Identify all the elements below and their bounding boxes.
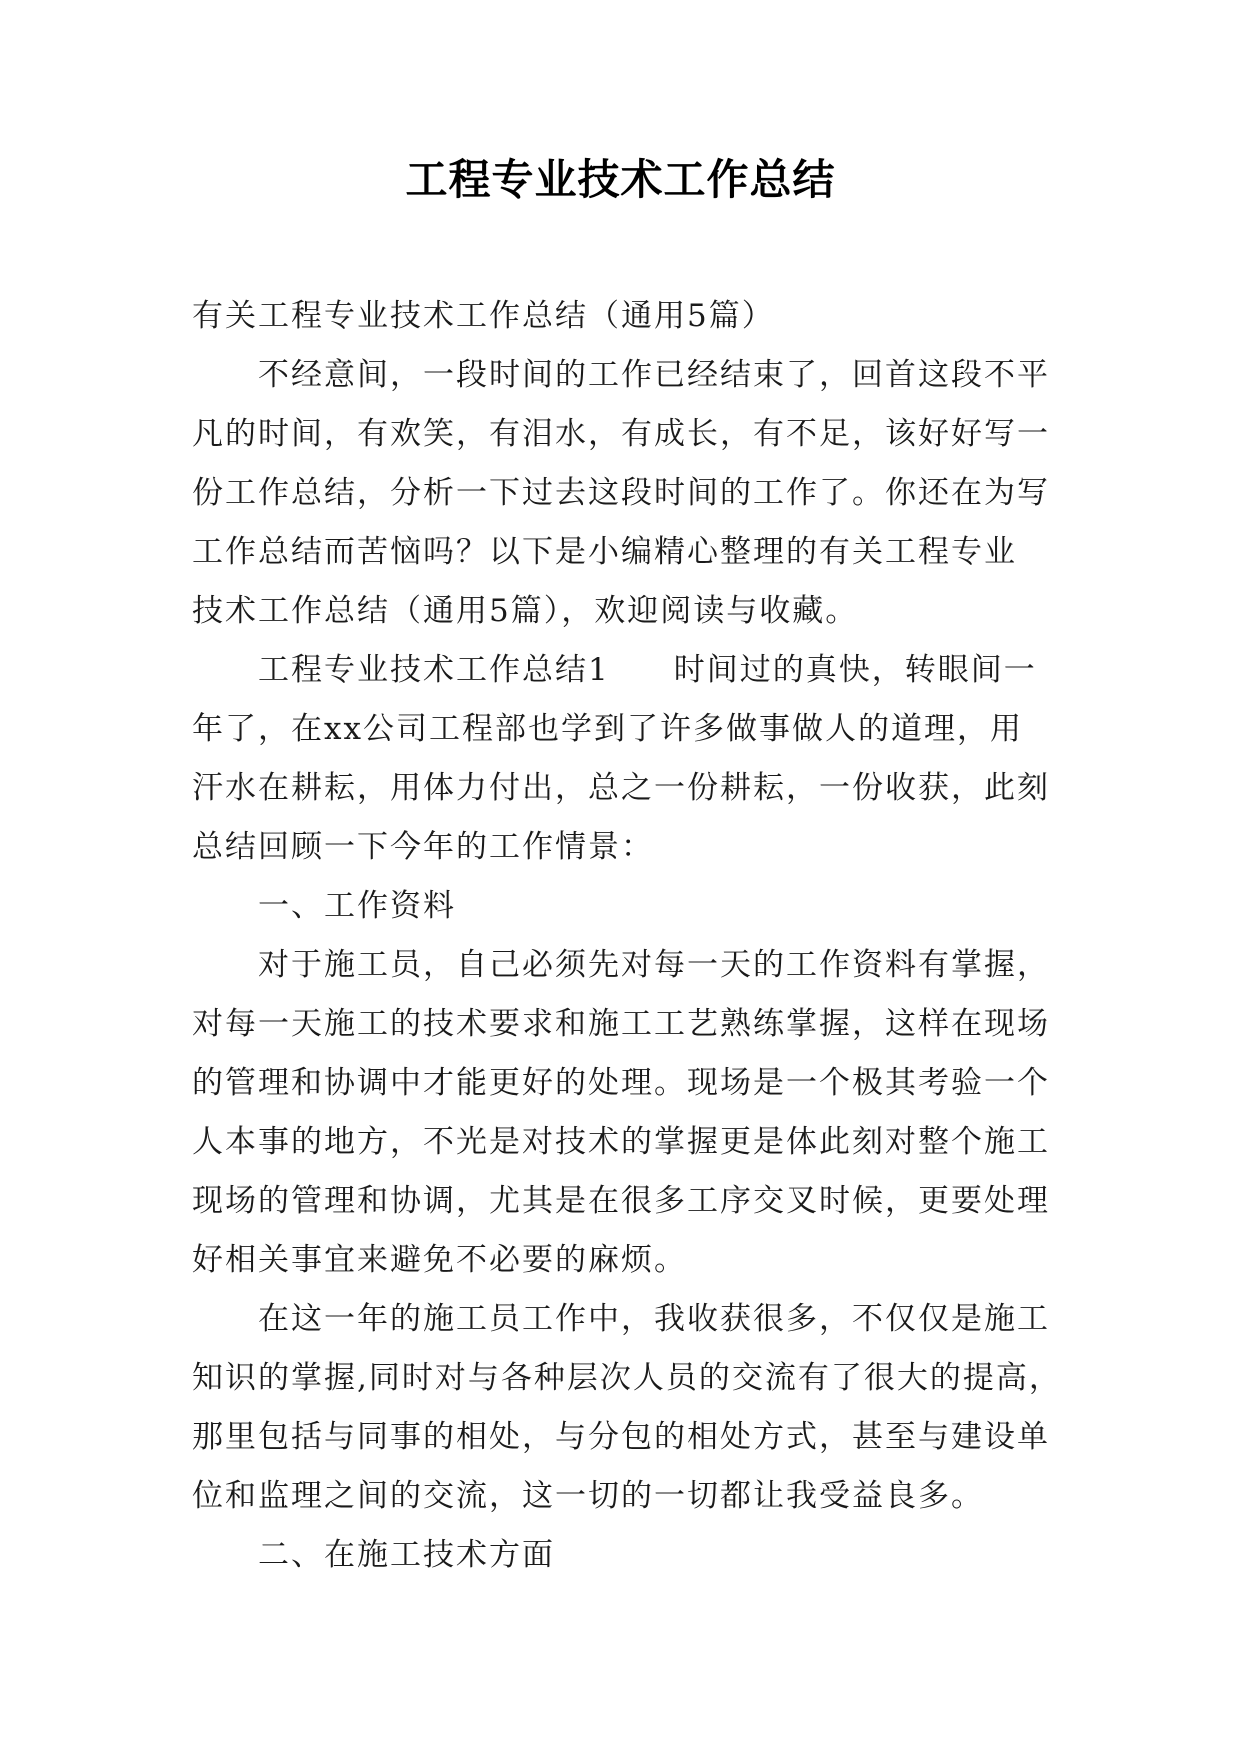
- text-line: 那里包括与同事的相处，与分包的相处方式，甚至与建设单: [192, 1419, 1050, 1455]
- text-line: 二、在施工技术方面: [258, 1537, 555, 1573]
- text-line: 年了，在xx公司工程部也学到了许多做事做人的道理，用: [192, 711, 1023, 747]
- text-line: 对每一天施工的技术要求和施工工艺熟练掌握，这样在现场: [192, 1006, 1050, 1042]
- text-line: 位和监理之间的交流，这一切的一切都让我受益良多。: [192, 1478, 984, 1514]
- work-paragraph: [192, 936, 1052, 1290]
- harvest-paragraph: [192, 1290, 1062, 1526]
- document-body: [192, 287, 1062, 1585]
- text-line: 对于施工员，自己必须先对每一天的工作资料有掌握，: [258, 947, 1050, 983]
- summary-one-paragraph: [192, 641, 1052, 877]
- section-heading-work: [192, 877, 1052, 936]
- document-title: 工程专业技术工作总结: [405, 155, 836, 204]
- text-line: 工作总结而苦恼吗？以下是小编精心整理的有关工程专业: [192, 534, 1017, 570]
- text-line: 份工作总结，分析一下过去这段时间的工作了。你还在为写: [192, 475, 1050, 511]
- text-line: 在这一年的施工员工作中，我收获很多，不仅仅是施工: [258, 1301, 1050, 1337]
- section-heading-technique: [192, 1526, 1052, 1585]
- text-line: 总结回顾一下今年的工作情景：: [192, 829, 654, 865]
- text-line: 汗水在耕耘，用体力付出，总之一份耕耘，一份收获，此刻: [192, 770, 1050, 806]
- text-line: [192, 641, 1052, 700]
- document-subtitle: [192, 287, 1052, 346]
- text-line: 的管理和协调中才能更好的处理。现场是一个极其考验一个: [192, 1065, 1050, 1101]
- text-line: 技术工作总结（通用5篇），欢迎阅读与收藏。: [192, 593, 859, 629]
- section-heading: 工程专业技术工作总结1: [258, 652, 610, 688]
- intro-paragraph: [192, 346, 1052, 641]
- text-line: 知识的掌握,同时对与各种层次人员的交流有了很大的提高，: [192, 1360, 1062, 1396]
- text-fragment: 时间过的真快，转眼间一: [673, 652, 1037, 688]
- text-line: 一、工作资料: [258, 888, 456, 924]
- text-line: 不经意间，一段时间的工作已经结束了，回首这段不平: [258, 357, 1050, 393]
- text-line: 现场的管理和协调，尤其是在很多工序交叉时候，更要处理: [192, 1183, 1050, 1219]
- text-line: 好相关事宜来避免不必要的麻烦。: [192, 1242, 687, 1278]
- text-line: 人本事的地方，不光是对技术的掌握更是体此刻对整个施工: [192, 1124, 1050, 1160]
- text-line: 有关工程专业技术工作总结（通用5篇）: [192, 298, 775, 334]
- text-line: 凡的时间，有欢笑，有泪水，有成长，有不足，该好好写一: [192, 416, 1050, 452]
